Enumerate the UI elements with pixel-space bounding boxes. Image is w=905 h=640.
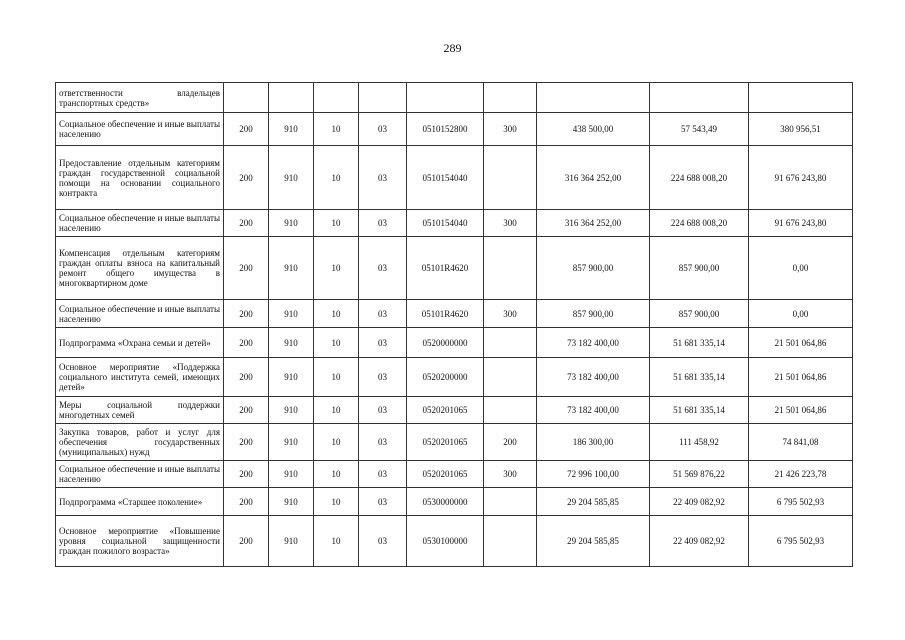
dept-code: 910 (269, 237, 314, 300)
target-article (407, 83, 484, 113)
subsection-code: 03 (359, 113, 407, 146)
dept-code: 910 (269, 210, 314, 237)
subsection-code (359, 83, 407, 113)
expense-type: 300 (484, 113, 537, 146)
expense-type: 200 (484, 424, 537, 461)
table-row (56, 113, 853, 146)
subsection-code: 03 (359, 300, 407, 328)
section-code: 10 (314, 210, 359, 237)
amount-executed: 51 681 335,14 (650, 328, 749, 358)
amount-remaining: 91 676 243,80 (749, 210, 853, 237)
amount-remaining: 0,00 (749, 237, 853, 300)
amount-executed: 22 409 082,92 (650, 488, 749, 516)
expense-type (484, 358, 537, 397)
row-name: Социальное обеспечение и иные выплаты населению (56, 461, 224, 488)
expense-type (484, 328, 537, 358)
amount-remaining: 91 676 243,80 (749, 146, 853, 210)
expense-type (484, 83, 537, 113)
target-article: 0510154040 (407, 210, 484, 237)
amount-approved (537, 83, 650, 113)
amount-executed: 224 688 008,20 (650, 210, 749, 237)
amount-remaining: 6 795 502,93 (749, 488, 853, 516)
target-article: 0520201065 (407, 397, 484, 424)
amount-executed: 857 900,00 (650, 237, 749, 300)
dept-code: 910 (269, 488, 314, 516)
dept-code (269, 83, 314, 113)
dept-code: 910 (269, 300, 314, 328)
admin-code: 200 (224, 516, 269, 567)
dept-code: 910 (269, 328, 314, 358)
target-article: 05101R4620 (407, 300, 484, 328)
amount-remaining (749, 83, 853, 113)
amount-remaining: 0,00 (749, 300, 853, 328)
dept-code: 910 (269, 424, 314, 461)
target-article: 0520201065 (407, 424, 484, 461)
section-code: 10 (314, 146, 359, 210)
section-code: 10 (314, 300, 359, 328)
amount-approved: 73 182 400,00 (537, 397, 650, 424)
admin-code: 200 (224, 300, 269, 328)
amount-approved: 857 900,00 (537, 300, 650, 328)
section-code: 10 (314, 488, 359, 516)
amount-remaining: 380 956,51 (749, 113, 853, 146)
table-row (56, 146, 853, 210)
section-code: 10 (314, 397, 359, 424)
table-row (56, 328, 853, 358)
expense-type: 300 (484, 461, 537, 488)
amount-remaining: 21 426 223,78 (749, 461, 853, 488)
amount-executed: 22 409 082,92 (650, 516, 749, 567)
row-name: Социальное обеспечение и иные выплаты населению (56, 210, 224, 237)
dept-code: 910 (269, 397, 314, 424)
amount-approved: 438 500,00 (537, 113, 650, 146)
table-row (56, 83, 853, 113)
target-article: 0510152800 (407, 113, 484, 146)
dept-code: 910 (269, 358, 314, 397)
dept-code: 910 (269, 516, 314, 567)
row-name: Компенсация отдельным категориям граждан оплаты взноса на капитальный ремонт общего имущества в многоквартирном доме (56, 237, 224, 300)
subsection-code: 03 (359, 328, 407, 358)
expense-type (484, 516, 537, 567)
admin-code: 200 (224, 397, 269, 424)
row-name: Социальное обеспечение и иные выплаты населению (56, 300, 224, 328)
amount-executed (650, 83, 749, 113)
expense-type (484, 397, 537, 424)
admin-code: 200 (224, 488, 269, 516)
amount-executed: 57 543,49 (650, 113, 749, 146)
target-article: 0530100000 (407, 516, 484, 567)
table-row (56, 237, 853, 300)
amount-executed: 857 900,00 (650, 300, 749, 328)
page-number: 289 (443, 41, 462, 55)
section-code: 10 (314, 461, 359, 488)
row-name: Социальное обеспечение и иные выплаты населению (56, 113, 224, 146)
subsection-code: 03 (359, 237, 407, 300)
amount-approved: 29 204 585,85 (537, 516, 650, 567)
amount-executed: 51 569 876,22 (650, 461, 749, 488)
dept-code: 910 (269, 113, 314, 146)
amount-approved: 73 182 400,00 (537, 328, 650, 358)
row-name: Меры социальной поддержки многодетных семей (56, 397, 224, 424)
amount-remaining: 21 501 064,86 (749, 358, 853, 397)
amount-remaining: 6 795 502,93 (749, 516, 853, 567)
admin-code: 200 (224, 210, 269, 237)
row-name: Предоставление отдельным категориям граждан государственной социальной помощи на основании социального контракта (56, 146, 224, 210)
target-article: 0530000000 (407, 488, 484, 516)
expense-type: 300 (484, 300, 537, 328)
amount-approved: 186 300,00 (537, 424, 650, 461)
row-name: Основное мероприятие «Повышение уровня социальной защищенности граждан пожилого возраста» (56, 516, 224, 567)
table-row (56, 397, 853, 424)
amount-approved: 73 182 400,00 (537, 358, 650, 397)
amount-approved: 857 900,00 (537, 237, 650, 300)
amount-approved: 316 364 252,00 (537, 146, 650, 210)
admin-code: 200 (224, 146, 269, 210)
section-code: 10 (314, 424, 359, 461)
expense-type (484, 146, 537, 210)
row-name: Подпрограмма «Охрана семьи и детей» (56, 328, 224, 358)
subsection-code: 03 (359, 358, 407, 397)
amount-remaining: 21 501 064,86 (749, 328, 853, 358)
subsection-code: 03 (359, 461, 407, 488)
amount-approved: 316 364 252,00 (537, 210, 650, 237)
expense-type (484, 488, 537, 516)
table-row (56, 210, 853, 237)
subsection-code: 03 (359, 397, 407, 424)
subsection-code: 03 (359, 488, 407, 516)
target-article: 0520000000 (407, 328, 484, 358)
section-code: 10 (314, 328, 359, 358)
subsection-code: 03 (359, 516, 407, 567)
section-code: 10 (314, 113, 359, 146)
row-name: Основное мероприятие «Поддержка социального института семей, имеющих детей» (56, 358, 224, 397)
target-article: 0520200000 (407, 358, 484, 397)
table-row (56, 424, 853, 461)
section-code: 10 (314, 358, 359, 397)
admin-code: 200 (224, 113, 269, 146)
section-code (314, 83, 359, 113)
row-name: ответственности владельцев транспортных средств» (56, 83, 224, 113)
row-name: Закупка товаров, работ и услуг для обеспечения государственных (муниципальных) нужд (56, 424, 224, 461)
subsection-code: 03 (359, 146, 407, 210)
table-row (56, 300, 853, 328)
subsection-code: 03 (359, 424, 407, 461)
amount-executed: 51 681 335,14 (650, 397, 749, 424)
section-code: 10 (314, 237, 359, 300)
target-article: 0510154040 (407, 146, 484, 210)
table-row (56, 516, 853, 567)
target-article: 0520201065 (407, 461, 484, 488)
admin-code: 200 (224, 358, 269, 397)
admin-code (224, 83, 269, 113)
section-code: 10 (314, 516, 359, 567)
admin-code: 200 (224, 328, 269, 358)
expense-type (484, 237, 537, 300)
amount-executed: 51 681 335,14 (650, 358, 749, 397)
dept-code: 910 (269, 461, 314, 488)
expense-type: 300 (484, 210, 537, 237)
table-row (56, 358, 853, 397)
subsection-code: 03 (359, 210, 407, 237)
amount-executed: 224 688 008,20 (650, 146, 749, 210)
amount-remaining: 21 501 064,86 (749, 397, 853, 424)
admin-code: 200 (224, 237, 269, 300)
target-article: 05101R4620 (407, 237, 484, 300)
budget-table-body (56, 83, 853, 567)
amount-approved: 72 996 100,00 (537, 461, 650, 488)
amount-remaining: 74 841,08 (749, 424, 853, 461)
admin-code: 200 (224, 461, 269, 488)
row-name: Подпрограмма «Старшее поколение» (56, 488, 224, 516)
budget-table (55, 82, 853, 567)
table-row (56, 488, 853, 516)
table-row (56, 461, 853, 488)
amount-approved: 29 204 585,85 (537, 488, 650, 516)
admin-code: 200 (224, 424, 269, 461)
dept-code: 910 (269, 146, 314, 210)
amount-executed: 111 458,92 (650, 424, 749, 461)
